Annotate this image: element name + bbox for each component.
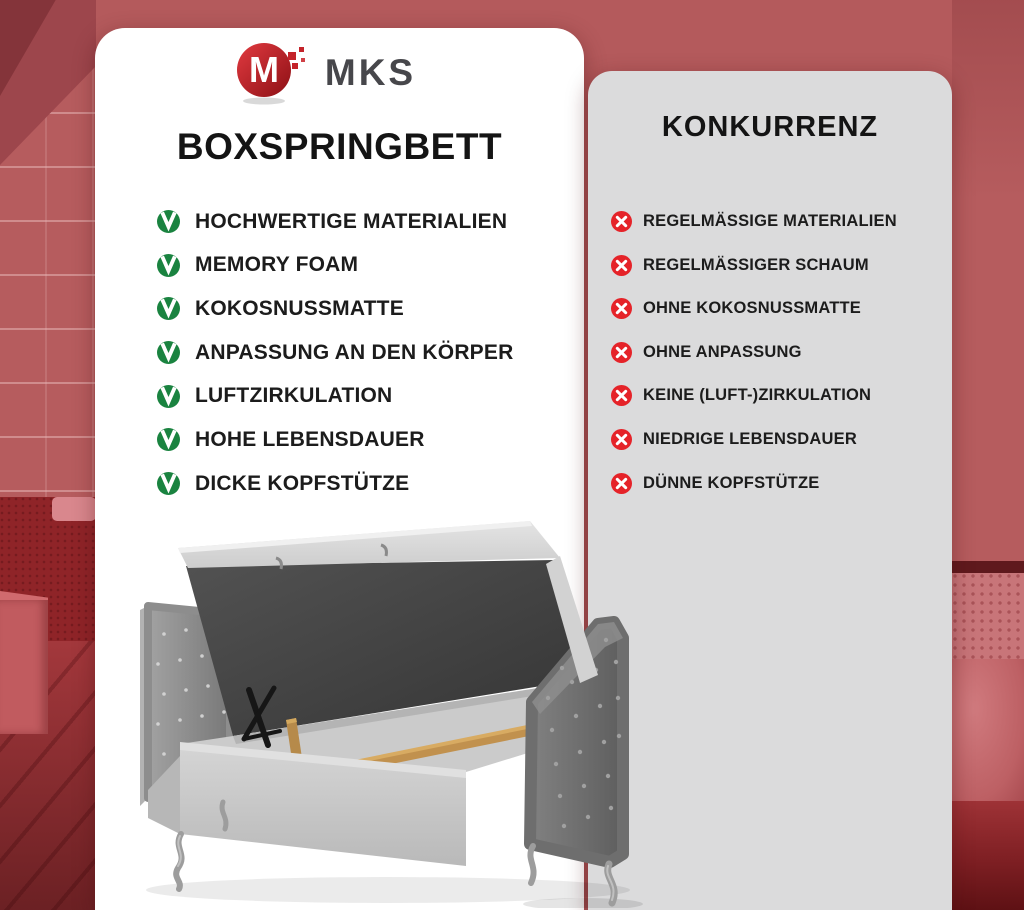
boxspringbett-product-image bbox=[128, 518, 698, 908]
background-bed-rail bbox=[952, 561, 1024, 573]
cross-icon bbox=[611, 429, 632, 450]
cross-icon bbox=[611, 342, 632, 363]
feature-item bbox=[157, 428, 513, 451]
check-icon bbox=[157, 385, 180, 408]
drawback-label: DÜNNE KOPFSTÜTZE bbox=[643, 473, 820, 492]
wall-shading bbox=[952, 0, 1024, 200]
feature-label: DICKE KOPFSTÜTZE bbox=[195, 471, 410, 495]
feature-item bbox=[157, 385, 513, 408]
feature-list bbox=[157, 210, 513, 516]
background-pillow-left bbox=[52, 497, 96, 521]
check-icon bbox=[157, 341, 180, 364]
drawback-item bbox=[611, 342, 897, 363]
drawback-label: KEINE (LUFT-)ZIRKULATION bbox=[643, 386, 872, 405]
drawback-label: REGELMÄSSIGE MATERIALIEN bbox=[643, 212, 897, 230]
cross-icon bbox=[611, 385, 632, 406]
mks-logo-mark bbox=[235, 40, 311, 106]
nightstand bbox=[0, 600, 48, 734]
svg-text:M: M bbox=[248, 49, 279, 90]
drawback-item bbox=[611, 385, 897, 406]
cross-icon bbox=[611, 298, 632, 319]
brand-name: MKS bbox=[324, 52, 417, 93]
drawback-label: OHNE KOKOSNUSSMATTE bbox=[643, 299, 862, 318]
feature-label: HOHE LEBENSDAUER bbox=[195, 427, 425, 451]
drawback-item bbox=[611, 473, 897, 494]
feature-item bbox=[157, 254, 513, 277]
feature-item bbox=[157, 341, 513, 364]
feature-label: ANPASSUNG AN DEN KÖRPER bbox=[195, 340, 514, 364]
drawback-list bbox=[611, 211, 897, 516]
feature-item bbox=[157, 210, 513, 233]
drawback-label: REGELMÄSSIGER SCHAUM bbox=[643, 255, 869, 274]
feature-label: MEMORY FOAM bbox=[195, 253, 359, 277]
right-card-title: KONKURRENZ bbox=[661, 111, 879, 143]
feature-item bbox=[157, 472, 513, 495]
drawback-item bbox=[611, 255, 897, 276]
drawback-item bbox=[611, 298, 897, 319]
cross-icon bbox=[611, 473, 632, 494]
left-card-title: BOXSPRINGBETT bbox=[176, 126, 503, 167]
feature-label: HOCHWERTIGE MATERIALIEN bbox=[195, 209, 508, 233]
cross-icon bbox=[611, 255, 632, 276]
check-icon bbox=[157, 428, 180, 451]
drawback-item bbox=[611, 211, 897, 232]
feature-label: LUFTZIRKULATION bbox=[195, 384, 393, 408]
check-icon bbox=[157, 297, 180, 320]
background-pillow-smooth bbox=[952, 659, 1024, 801]
check-icon bbox=[157, 210, 180, 233]
check-icon bbox=[157, 254, 180, 277]
feature-label: KOKOSNUSSMATTE bbox=[195, 296, 404, 320]
drawback-label: NIEDRIGE LEBENSDAUER bbox=[643, 429, 857, 448]
drawback-item bbox=[611, 429, 897, 450]
background-bed-right bbox=[952, 801, 1024, 910]
background-pillow-knit bbox=[952, 573, 1024, 659]
check-icon bbox=[157, 472, 180, 495]
feature-item bbox=[157, 297, 513, 320]
drawback-label: OHNE ANPASSUNG bbox=[643, 342, 802, 361]
brand-logo bbox=[81, 40, 570, 106]
cross-icon bbox=[611, 211, 632, 232]
